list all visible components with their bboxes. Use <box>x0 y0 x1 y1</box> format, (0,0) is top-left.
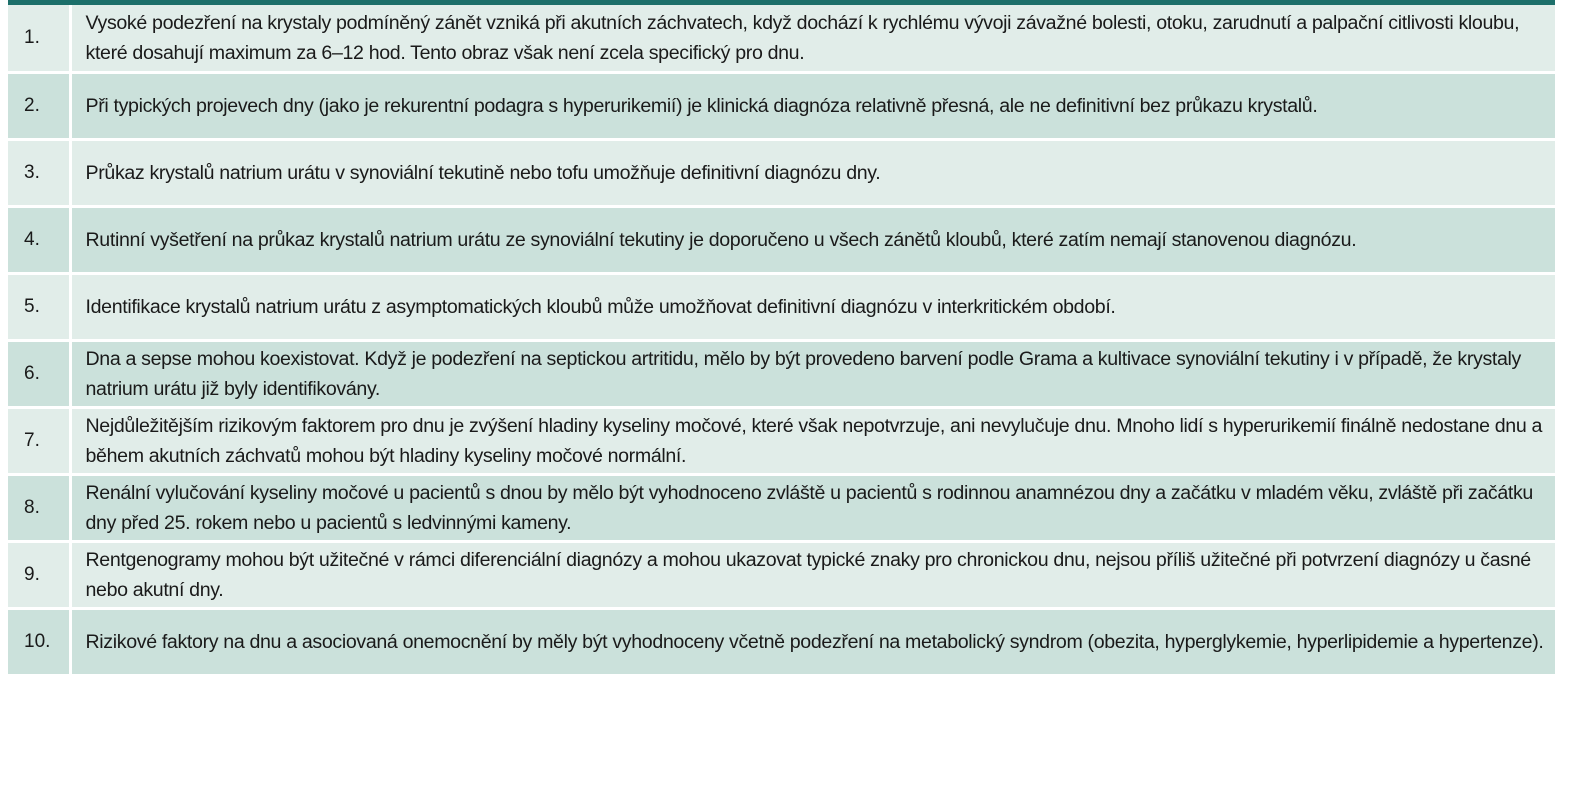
row-text: Nejdůležitějším rizikovým faktorem pro dnu je zvýšení hladiny kyseliny močové, které však nepotvrzuje, ani nevylučuje dnu. Mnoho lidí s hyperurikemií finálně nedostane dnu a během akutních záchvatů mohou být hladiny kyseliny močové normální. <box>70 407 1555 474</box>
row-number: 4. <box>8 206 70 273</box>
table-row <box>8 474 1555 541</box>
recommendations-table-wrapper <box>8 0 1555 677</box>
row-text: Průkaz krystalů natrium urátu v synoviální tekutině nebo tofu umožňuje definitivní diagnózu dny. <box>70 139 1555 206</box>
row-text: Rutinní vyšetření na průkaz krystalů natrium urátu ze synoviální tekutiny je doporučeno u všech zánětů kloubů, které zatím nemají stanovenou diagnózu. <box>70 206 1555 273</box>
table-row <box>8 608 1555 675</box>
row-text: Rentgenogramy mohou být užitečné v rámci diferenciální diagnózy a mohou ukazovat typické znaky pro chronickou dnu, nejsou příliš užitečné při potvrzení diagnózy u časné nebo akutní dny. <box>70 541 1555 608</box>
table-row <box>8 273 1555 340</box>
table-row <box>8 206 1555 273</box>
row-number: 2. <box>8 72 70 139</box>
table-row <box>8 72 1555 139</box>
row-text: Dna a sepse mohou koexistovat. Když je podezření na septickou artritidu, mělo by být provedeno barvení podle Grama a kultivace synoviální tekutiny i v případě, že krystaly natrium urátu již byly identifikovány. <box>70 340 1555 407</box>
table-row <box>8 340 1555 407</box>
row-number: 8. <box>8 474 70 541</box>
recommendations-table <box>8 5 1555 677</box>
row-number: 3. <box>8 139 70 206</box>
row-text: Renální vylučování kyseliny močové u pacientů s dnou by mělo být vyhodnoceno zvláště u pacientů s rodinnou anamnézou dny a začátku v mladém věku, zvláště při začátku dny před 25. rokem nebo u pacientů s ledvinnými kameny. <box>70 474 1555 541</box>
row-number: 1. <box>8 5 70 72</box>
table-row <box>8 541 1555 608</box>
row-text: Vysoké podezření na krystaly podmíněný zánět vzniká při akutních záchvatech, když dochází k rychlému vývoji závažné bolesti, otoku, zarudnutí a palpační citlivosti kloubu, které dosahují maximum za 6–12 hod. Tento obraz však není zcela specifický pro dnu. <box>70 5 1555 72</box>
row-number: 10. <box>8 608 70 675</box>
row-number: 6. <box>8 340 70 407</box>
row-text: Při typických projevech dny (jako je rekurentní podagra s hyperurikemií) je klinická diagnóza relativně přesná, ale ne definitivní bez průkazu krystalů. <box>70 72 1555 139</box>
row-number: 7. <box>8 407 70 474</box>
row-text: Rizikové faktory na dnu a asociovaná onemocnění by měly být vyhodnoceny včetně podezření na metabolický syndrom (obezita, hyperglykemie, hyperlipidemie a hypertenze). <box>70 608 1555 675</box>
table-row <box>8 139 1555 206</box>
row-number: 9. <box>8 541 70 608</box>
row-text: Identifikace krystalů natrium urátu z asymptomatických kloubů může umožňovat definitivní diagnózu v interkritickém období. <box>70 273 1555 340</box>
table-row <box>8 407 1555 474</box>
row-number: 5. <box>8 273 70 340</box>
table-row <box>8 5 1555 72</box>
